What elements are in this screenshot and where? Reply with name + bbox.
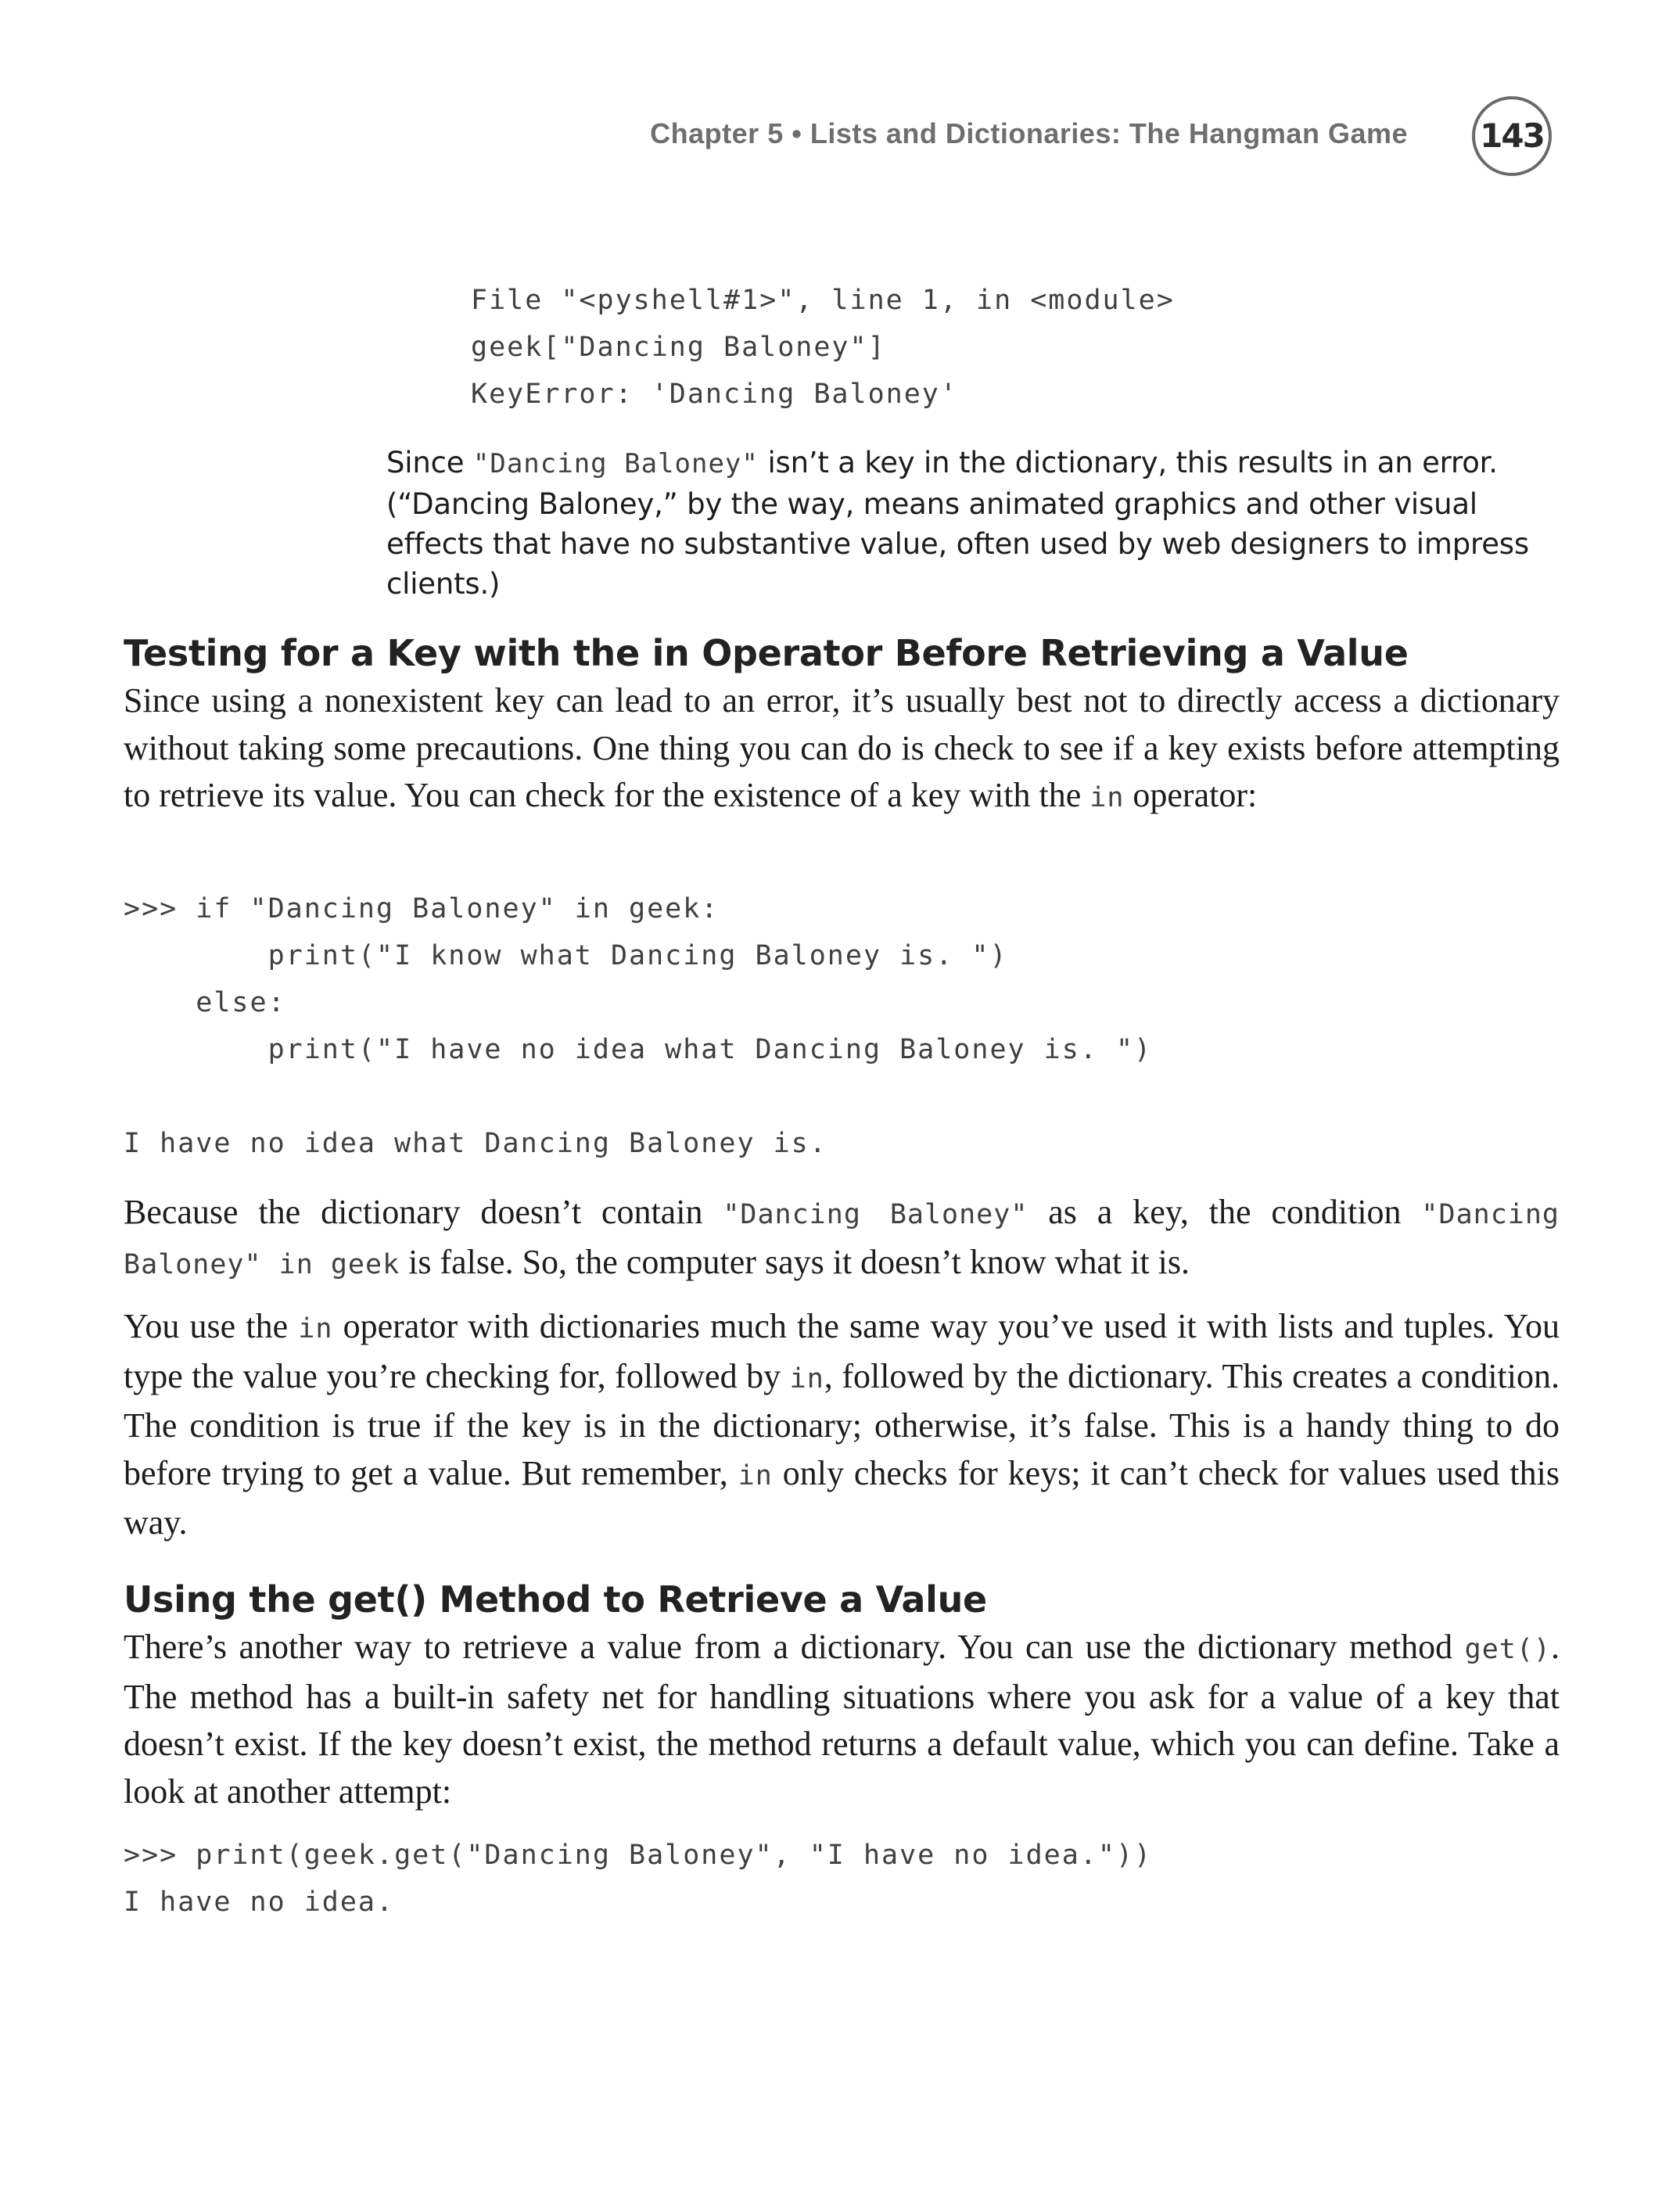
section-heading-in-operator: Testing for a Key with the in Operator Before Retrieving a Value bbox=[124, 632, 1409, 674]
code-line: >>> if "Dancing Baloney" in geek: bbox=[124, 893, 720, 924]
in-operator-code-block bbox=[124, 885, 1152, 1167]
code-line: print("I have no idea what Dancing Baloney is. ") bbox=[124, 1034, 1153, 1065]
paragraph: There’s another way to retrieve a value from a dictionary. You can use the dictionary method get(). The method has a built-in safety net for handling situations where you ask for a value of a key that doesn’t exist. If the key doesn’t exist, the method returns a default value, which you can define. Take a look at another attempt: bbox=[124, 1628, 1560, 1811]
code-line: File "<pyshell#1>", line 1, in <module> bbox=[471, 285, 1175, 316]
paragraph: Since using a nonexistent key can lead to an error, it’s usually best not to directly access a dictionary without taking some precautions. One thing you can do is check to see if a key exists before attempting to retrieve its value. You can check for the existence of a key with the in operator: bbox=[124, 681, 1560, 814]
side-note: Since "Dancing Baloney" isn’t a key in the dictionary, this results in an error. (“Dancing Baloney,” by the way, means animated graphics and other visual effects that have no substantive value, often used by web designers to impress clients.) bbox=[386, 446, 1529, 601]
page-number: 143 bbox=[1472, 96, 1552, 176]
running-head: Chapter 5 • Lists and Dictionaries: The Hangman Game bbox=[650, 117, 1408, 149]
section-heading-get-method: Using the get() Method to Retrieve a Value bbox=[124, 1578, 987, 1621]
code-output-line: I have no idea what Dancing Baloney is. bbox=[124, 1128, 827, 1159]
code-line: else: bbox=[124, 987, 286, 1018]
get-method-code-block bbox=[124, 1832, 1152, 1926]
code-output-line: I have no idea. bbox=[124, 1887, 395, 1918]
code-line: >>> print(geek.get("Dancing Baloney", "I have no idea.")) bbox=[124, 1840, 1153, 1871]
code-line: KeyError: 'Dancing Baloney' bbox=[471, 379, 958, 410]
paragraph: You use the in operator with dictionaries much the same way you’ve used it with lists and tuples. You type the value you’re checking for, followed by in, followed by the dictionary. This creates a condition. The condition is true if the key is in the dictionary; otherwise, it’s false. This is a handy thing to do before trying to get a value. But remember, in only checks for keys; it can’t check for values used this way. bbox=[124, 1307, 1560, 1542]
code-line: geek["Dancing Baloney"] bbox=[471, 332, 886, 363]
paragraph: Because the dictionary doesn’t contain "Dancing Baloney" as a key, the condition "Dancing Baloney" in geek is false. So, the computer says it doesn’t know what it is. bbox=[124, 1193, 1560, 1281]
code-line: print("I know what Dancing Baloney is. ") bbox=[124, 940, 1008, 971]
traceback-code-block bbox=[471, 277, 1175, 418]
